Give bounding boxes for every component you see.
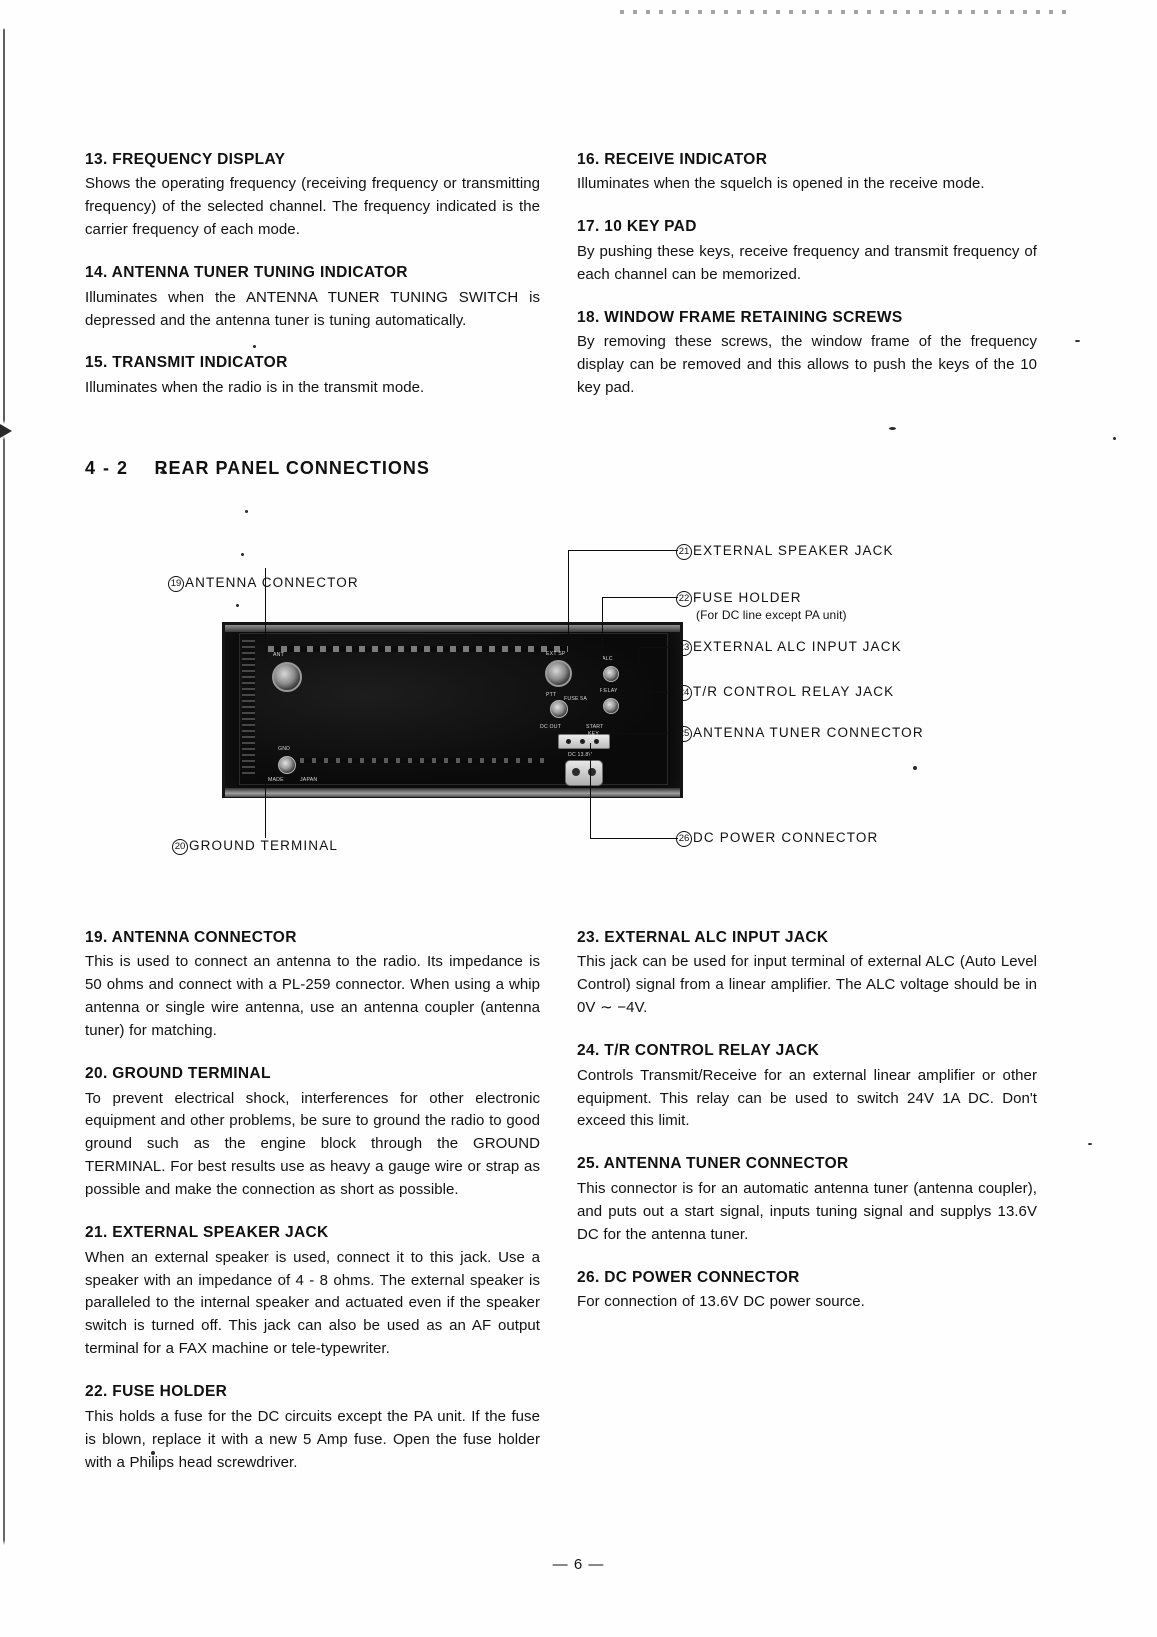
callout-24-number: 24 bbox=[676, 685, 692, 701]
item-19-body: This is used to connect an antenna to the radio. Its impedance is 50 ohms and connect with a PL-259 connector. When using a whip antenna or single wire antenna, use an antenna coupler (antenna tuner) for matching. bbox=[85, 953, 540, 1040]
callout-21-number: 21 bbox=[676, 544, 692, 560]
external-alc-input-jack bbox=[603, 666, 619, 682]
marking-ptt: PTT bbox=[546, 692, 557, 698]
item-15 bbox=[85, 353, 540, 399]
callout-20 bbox=[172, 838, 338, 855]
speck bbox=[245, 510, 248, 513]
callout-22-sub: (For DC line except PA unit) bbox=[696, 608, 847, 622]
item-14-heading: 14. ANTENNA TUNER TUNING INDICATOR bbox=[85, 264, 408, 282]
speck bbox=[889, 427, 896, 430]
item-13 bbox=[85, 150, 540, 242]
marking-dc-out: DC OUT bbox=[540, 724, 562, 730]
item-25-body: This connector is for an automatic antenna tuner (antenna coupler), and puts out a start signal, inputs tuning signal and supplys 13.6V DC for the antenna tuner. bbox=[577, 1179, 1037, 1243]
section-heading bbox=[85, 458, 430, 479]
leader-22-horz bbox=[602, 597, 678, 598]
section-title: REAR PANEL CONNECTIONS bbox=[154, 458, 430, 478]
leader-23-horz bbox=[638, 647, 678, 648]
callout-19-number: 19 bbox=[168, 576, 184, 592]
item-23-body: This jack can be used for input terminal of external ALC (Auto Level Control) signal from a linear amplifier. The ALC voltage should be in 0V ∼ −4V. bbox=[577, 953, 1037, 1017]
leader-23-vert bbox=[638, 647, 639, 669]
item-17-body: By pushing these keys, receive frequency and transmit frequency of each channel can be memorized. bbox=[577, 242, 1037, 283]
panel-face bbox=[239, 633, 668, 785]
callout-23-label: EXTERNAL ALC INPUT JACK bbox=[693, 639, 902, 654]
marking-alc: ALC bbox=[602, 656, 613, 662]
external-speaker-jack bbox=[545, 660, 572, 687]
scan-arrow-artifact bbox=[0, 424, 12, 438]
top-right-column bbox=[577, 150, 1037, 400]
item-15-heading: 15. TRANSMIT INDICATOR bbox=[85, 354, 288, 372]
rear-panel-photo bbox=[222, 622, 683, 798]
item-23-heading: 23. EXTERNAL ALC INPUT JACK bbox=[577, 929, 829, 946]
item-16-heading: 16. RECEIVE INDICATOR bbox=[577, 151, 768, 168]
leader-26-vert bbox=[590, 743, 591, 838]
item-25 bbox=[577, 1154, 1037, 1246]
item-20-body: To prevent electrical shock, interferences for other electronic equipment and other problems, be sure to ground the radio to good ground such as the engine block through the GROUND TERMINAL. For best results use as heavy a gauge wire or strap as possible and make the connection as short as possible. bbox=[85, 1089, 540, 1199]
item-21-heading: 21. EXTERNAL SPEAKER JACK bbox=[85, 1224, 329, 1242]
item-18-body: By removing these screws, the window frame of the frequency display can be removed and this allows to push the keys of the 10 key pad. bbox=[577, 332, 1037, 396]
antenna-tuner-connector bbox=[558, 734, 610, 749]
speck bbox=[1113, 437, 1116, 440]
marking-dc13: DC 13.8V bbox=[568, 752, 593, 758]
item-13-body: Shows the operating frequency (receiving frequency or transmitting frequency) of the selected channel. The frequency indicated is the carrier frequency of each mode. bbox=[85, 175, 540, 239]
callout-23-number: 23 bbox=[676, 640, 692, 656]
heatsink-fins bbox=[242, 640, 255, 778]
bottom-left-column bbox=[85, 928, 540, 1474]
item-25-heading: 25. ANTENNA TUNER CONNECTOR bbox=[577, 1155, 849, 1173]
fuse-holder bbox=[550, 700, 568, 718]
callout-20-label: GROUND TERMINAL bbox=[189, 838, 339, 853]
speck bbox=[1088, 1143, 1092, 1145]
page-number: — 6 — bbox=[552, 1556, 605, 1573]
marking-ant: ANT bbox=[273, 652, 284, 658]
callout-22-label: FUSE HOLDER bbox=[693, 590, 802, 605]
item-13-heading: 13. FREQUENCY DISPLAY bbox=[85, 151, 286, 168]
item-23 bbox=[577, 928, 1037, 1020]
item-24 bbox=[577, 1041, 1037, 1133]
callout-22 bbox=[676, 590, 802, 607]
item-18-heading: 18. WINDOW FRAME RETAINING SCREWS bbox=[577, 308, 903, 326]
antenna-connector-so239 bbox=[272, 662, 302, 692]
marking-ext-sp: EXT SP bbox=[546, 651, 566, 657]
vent-slots-top bbox=[268, 646, 568, 652]
bottom-right-column bbox=[577, 928, 1037, 1314]
item-22 bbox=[85, 1382, 540, 1474]
leader-22-vert bbox=[602, 597, 603, 701]
item-14 bbox=[85, 263, 540, 332]
item-22-body: This holds a fuse for the DC circuits except the PA unit. If the fuse is blown, replace it with a new 5 Amp fuse. Open the fuse holder with a Philips head screwdriver. bbox=[85, 1407, 540, 1471]
callout-25 bbox=[676, 725, 924, 742]
dc-power-connector bbox=[565, 760, 603, 786]
marking-relay: RELAY bbox=[600, 688, 618, 694]
item-14-body: Illuminates when the ANTENNA TUNER TUNING SWITCH is depressed and the antenna tuner is tuning automatically. bbox=[85, 288, 540, 329]
marking-start: START bbox=[586, 724, 604, 730]
marking-gnd: GND bbox=[278, 746, 291, 752]
callout-21 bbox=[676, 543, 894, 560]
scan-dot-artifact bbox=[620, 10, 1070, 14]
item-22-heading: 22. FUSE HOLDER bbox=[85, 1383, 228, 1401]
item-16 bbox=[577, 150, 1037, 196]
tr-control-relay-jack bbox=[603, 698, 619, 714]
marking-fuse: FUSE 5A bbox=[564, 696, 588, 702]
panel-bottom-lip bbox=[225, 788, 680, 797]
callout-26 bbox=[676, 830, 878, 847]
item-17-heading: 17. 10 KEY PAD bbox=[577, 218, 697, 236]
callout-24-label: T/R CONTROL RELAY JACK bbox=[693, 684, 895, 699]
callout-22-number: 22 bbox=[676, 591, 692, 607]
item-26-heading: 26. DC POWER CONNECTOR bbox=[577, 1268, 800, 1286]
leader-21-vert bbox=[568, 550, 569, 656]
item-20 bbox=[85, 1064, 540, 1202]
panel-top-lip bbox=[225, 625, 680, 632]
item-21-body: When an external speaker is used, connect it to this jack. Use a speaker with an impedance of 4 - 8 ohms. The external speaker is paralleled to the internal speaker and actuated even if the speaker switch is turned off. This jack can also be used as an AF output terminal for a FAX machine or tele-typewriter. bbox=[85, 1248, 540, 1358]
marking-key: KEY bbox=[588, 731, 599, 737]
leader-24-horz bbox=[638, 692, 678, 693]
callout-25-number: 25 bbox=[676, 726, 692, 742]
callout-19-label: ANTENNA CONNECTOR bbox=[185, 575, 359, 590]
callout-20-number: 20 bbox=[172, 839, 188, 855]
callout-26-number: 26 bbox=[676, 831, 692, 847]
item-21 bbox=[85, 1223, 540, 1361]
leader-25-horz bbox=[600, 733, 678, 734]
speck bbox=[1075, 340, 1080, 342]
callout-24 bbox=[676, 684, 894, 701]
callout-23 bbox=[676, 639, 902, 656]
marking-made: MADE bbox=[268, 777, 284, 783]
item-19 bbox=[85, 928, 540, 1043]
section-number: 4 - 2 bbox=[85, 458, 129, 478]
item-15-body: Illuminates when the radio is in the transmit mode. bbox=[85, 378, 425, 396]
item-24-heading: 24. T/R CONTROL RELAY JACK bbox=[577, 1042, 820, 1060]
leader-26-horz bbox=[590, 838, 678, 839]
item-20-heading: 20. GROUND TERMINAL bbox=[85, 1065, 271, 1083]
callout-19 bbox=[168, 575, 359, 592]
ground-terminal-post bbox=[278, 756, 296, 774]
callout-26-label: DC POWER CONNECTOR bbox=[693, 830, 879, 845]
item-26 bbox=[577, 1268, 1037, 1314]
leader-20 bbox=[265, 760, 266, 838]
item-17 bbox=[577, 217, 1037, 286]
item-18 bbox=[577, 308, 1037, 400]
rear-panel-figure bbox=[0, 525, 1157, 885]
leader-21-horz bbox=[568, 550, 678, 551]
item-16-body: Illuminates when the squelch is opened in the receive mode. bbox=[577, 175, 985, 193]
callout-25-label: ANTENNA TUNER CONNECTOR bbox=[693, 725, 924, 740]
item-24-body: Controls Transmit/Receive for an external linear amplifier or other equipment. This relay can be used to switch 24V 1A DC. Don't exceed this limit. bbox=[577, 1066, 1037, 1130]
item-19-heading: 19. ANTENNA CONNECTOR bbox=[85, 929, 297, 946]
marking-japan: JAPAN bbox=[300, 777, 318, 783]
top-left-column bbox=[85, 150, 540, 400]
item-26-body: For connection of 13.6V DC power source. bbox=[577, 1292, 865, 1310]
callout-21-label: EXTERNAL SPEAKER JACK bbox=[693, 543, 894, 558]
leader-24-vert bbox=[638, 680, 639, 693]
vent-slots-bottom bbox=[300, 758, 550, 763]
